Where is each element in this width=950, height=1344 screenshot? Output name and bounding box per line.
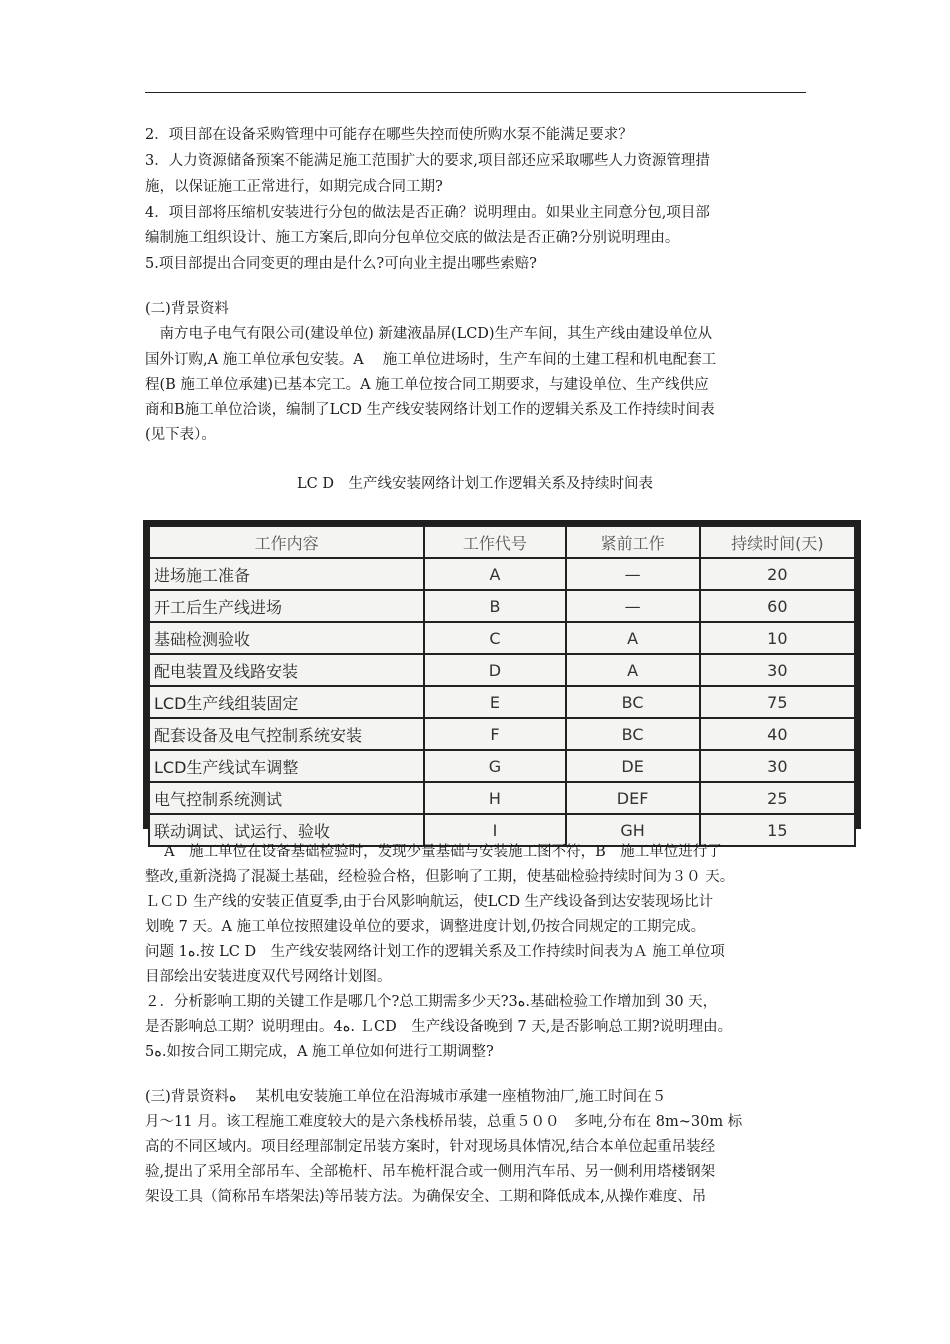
column-header: 持续时间(天) [700,526,855,558]
text-line: 商和B施工单位洽谈，编制了LCD 生产线安装网络计划工作的逻辑关系及工作持续时间表 [145,402,715,418]
table-cell: 配套设备及电气控制系统安装 [149,718,424,750]
table-cell: 电气控制系统测试 [149,782,424,814]
table-cell: I [424,814,565,846]
column-header: 工作内容 [149,526,424,558]
text-line: 编制施工组织设计、施工方案后,即向分包单位交底的做法是否正确?分别说明理由。 [145,230,680,246]
text-line: 国外订购,A 施工单位承包安装。A 施工单位进场时，生产车间的土建工程和机电配套工 [145,352,717,368]
table-cell: BC [566,718,700,750]
text-line: 是否影响总工期？说明理由。4ﻩ. ＬCD 生产线设备晚到 7 天,是否影响总工期?说明理由。 [145,1019,733,1035]
section-heading: (二)背景资料 [145,301,229,317]
table-cell: DEF [566,782,700,814]
table-cell: G [424,750,565,782]
table-row [149,590,855,622]
text-line: 南方电子电气有限公司(建设单位) 新建液晶屏(LCD)生产车间，其生产线由建设单位从 [145,326,713,342]
column-header: 工作代号 [424,526,565,558]
table-cell: A [566,654,700,686]
table-cell: D [424,654,565,686]
table-row [149,622,855,654]
column-header: 紧前工作 [566,526,700,558]
table-cell: 30 [700,750,855,782]
text-line: 整改,重新浇捣了混凝土基础，经检验合格，但影响了工期，使基础检验持续时间为３０ 天。 [145,869,735,885]
table-cell: LCD生产线组装固定 [149,686,424,718]
text-line: 5ﻩ.如按合同工期完成，A 施工单位如何进行工期调整? [145,1044,494,1060]
table-cell: DE [566,750,700,782]
table-cell: 15 [700,814,855,846]
table-header-row [149,526,855,558]
table-cell: 25 [700,782,855,814]
schedule-table [148,525,856,847]
text-line: 5.项目部提出合同变更的理由是什么?可向业主提出哪些索赔? [145,256,537,272]
text-line: ２．分析影响工期的关键工作是哪几个?总工期需多少天?3ﻩ.基础检验工作增加到 30 天， [145,994,718,1010]
text-line: 程(B 施工单位承建)已基本完工。A 施工单位按合同工期要求，与建设单位、生产线供应 [145,377,709,393]
text-line: (见下表）。 [145,427,216,443]
text-line: 目部绘出安装进度双代号网络计划图。 [145,969,392,985]
table-row [149,750,855,782]
text-line: 架设工具（简称吊车塔架法)等吊装方法。为确保安全、工期和降低成本,从操作难度、吊 [145,1189,707,1205]
text-line: A 施工单位在设备基础检验时，发现少量基础与安装施工图不符，B 施工单位进行了 [145,844,722,860]
table-cell: 60 [700,590,855,622]
table-cell: — [566,590,700,622]
table-cell: 40 [700,718,855,750]
table-cell: H [424,782,565,814]
table-cell: A [566,622,700,654]
table-cell: B [424,590,565,622]
table-cell: GH [566,814,700,846]
text-line: 高的不同区域内。项目经理部制定吊装方案时，针对现场具体情况,结合本单位起重吊装经 [145,1139,716,1155]
table-row [149,782,855,814]
table-cell: 配电装置及线路安装 [149,654,424,686]
table-row [149,686,855,718]
text-line: 施，以保证施工正常进行，如期完成合同工期? [145,179,443,195]
text-line: ＬＣＤ 生产线的安装正值夏季,由于台风影响航运，使LCD 生产线设备到达安装现场比计 [145,894,714,910]
text-line: 4．项目部将压缩机安装进行分包的做法是否正确？说明理由。如果业主同意分包,项目部 [145,205,710,221]
table-cell: 联动调试、试运行、验收 [149,814,424,846]
table-cell: BC [566,686,700,718]
text-line: (三)背景资料ﻩ 某机电安装施工单位在沿海城市承建一座植物油厂,施工时间在５ [145,1089,667,1105]
table-cell: F [424,718,565,750]
table-cell: 10 [700,622,855,654]
table-row [149,718,855,750]
text-line: 问题 1ﻩ.按 LC D 生产线安装网络计划工作的逻辑关系及工作持续时间表为Ａ 施工单位项 [145,944,725,960]
table-caption: LC D 生产线安装网络计划工作逻辑关系及持续时间表 [297,476,653,492]
table-cell: E [424,686,565,718]
table-cell: 开工后生产线进场 [149,590,424,622]
table-cell: — [566,558,700,590]
table-cell: A [424,558,565,590]
text-line: 验,提出了采用全部吊车、全部桅杆、吊车桅杆混合或一侧用汽车吊、另一侧利用塔楼钢架 [145,1164,716,1180]
text-line: 2．项目部在设备采购管理中可能存在哪些失控而使所购水泵不能满足要求？ [145,127,633,143]
header-rule [145,92,806,93]
text-line: 月～11 月。该工程施工难度较大的是六条栈桥吊装，总重５００ 多吨,分布在 8m~30m 标 [145,1114,743,1130]
table-image [143,520,861,841]
table-cell: 进场施工准备 [149,558,424,590]
table-cell: C [424,622,565,654]
table-cell: 30 [700,654,855,686]
table-cell: 基础检测验收 [149,622,424,654]
text-line: 3．人力资源储备预案不能满足施工范围扩大的要求,项目部还应采取哪些人力资源管理措 [145,153,710,169]
table-cell: 20 [700,558,855,590]
table-cell: LCD生产线试车调整 [149,750,424,782]
table-cell: 75 [700,686,855,718]
table-row [149,558,855,590]
text-line: 划晚 7 天。A 施工单位按照建设单位的要求，调整进度计划,仍按合同规定的工期完成。 [145,919,706,935]
table-row [149,654,855,686]
